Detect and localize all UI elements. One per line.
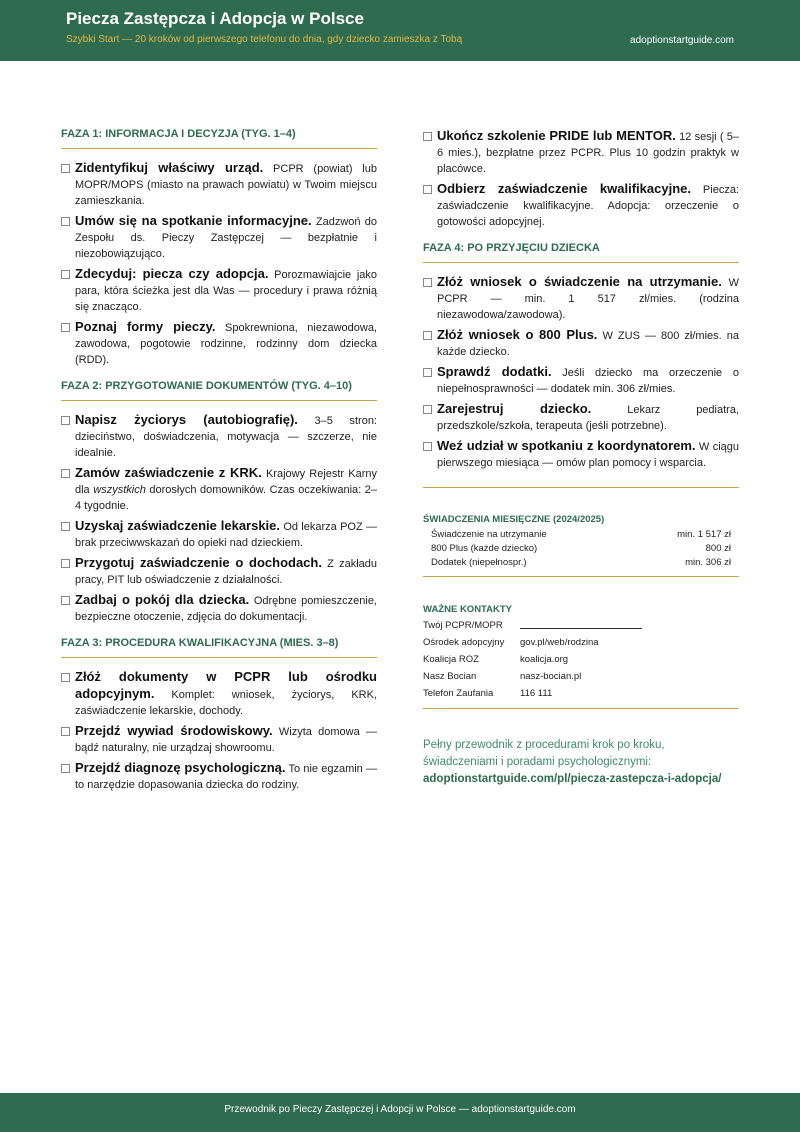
checklist-item[interactable]: Odbierz zaświadczenie kwalifikacyjne. Piecza: zaświadczenie kwalifikacyjne. Adopcja: orzeczenie o gotowości adopcyjnej. [423,181,739,230]
guide-link[interactable]: adoptionstartguide.com/pl/piecza-zastepcza-i-adopcja/ [423,773,722,785]
checklist-item[interactable]: Zdecyduj: piecza czy adopcja. Porozmawiajcie jako para, która ścieżka jest dla Was — procedury i prawa różnią się znacząco. [61,266,377,315]
checkbox[interactable] [61,522,70,531]
checkbox[interactable] [423,185,432,194]
benefit-row: Świadczenie na utrzymanie min. 1 517 zł [431,529,731,540]
checkbox[interactable] [423,442,432,451]
checklist-item[interactable]: Weź udział w spotkaniu z koordynatorem. W ciągu pierwszego miesiąca — omów plan pomocy i wsparcia. [423,438,739,471]
divider [423,576,739,577]
benefit-row: Dodatek (niepełnospr.) min. 306 zł [431,557,731,568]
checklist-item[interactable]: Umów się na spotkanie informacyjne. Zadzwoń do Zespołu ds. Pieczy Zastępczej — bezpłatnie i niezobowiązująco. [61,213,377,262]
checkbox[interactable] [61,323,70,332]
checklist-item[interactable]: Przygotuj zaświadczenie o dochodach. Z zakładu pracy, PIT lub oświadczenie z działalności. [61,555,377,588]
contact-row: Ośrodek adopcyjny gov.pl/web/rodzina [423,637,599,648]
checklist-item[interactable]: Sprawdź dodatki. Jeśli dziecko ma orzeczenie o niepełnosprawności — dodatek min. 306 zł/mies. [423,364,739,397]
checklist-item[interactable]: Ukończ szkolenie PRIDE lub MENTOR. 12 sesji ( 5–6 mies.), bezpłatne przez PCPR. Plus 10 godzin praktyk w placówce. [423,128,739,177]
contact-row: Koalicja ROZ koalicja.org [423,654,569,665]
contacts-heading: WAŻNE KONTAKTY [423,604,513,615]
checklist-item[interactable]: Zarejestruj dziecko. Lekarz pediatra, przedszkole/szkoła, terapeuta (jeśli potrzebne). [423,401,739,434]
checkbox[interactable] [423,132,432,141]
right-column [423,128,739,788]
checklist-item[interactable]: Złóż dokumenty w PCPR lub ośrodku adopcyjnym. Komplet: wniosek, życiorys, KRK, zaświadczenie lekarskie, dochody. [61,669,377,719]
checkbox[interactable] [61,416,70,425]
checkbox[interactable] [423,331,432,340]
checklist-item[interactable]: Napisz życiorys (autobiografię). 3–5 stron: dzieciństwo, doświadczenia, motywacja — szczerze, nie idealnie. [61,412,377,461]
phase-1-heading: FAZA 1: INFORMACJA I DECYZJA (TYG. 1–4) [61,128,377,149]
checklist-item[interactable]: Poznaj formy pieczy. Spokrewniona, niezawodowa, zawodowa, pogotowie rodzinne, rodzinny dom dziecka (RDD). [61,319,377,368]
divider [423,487,739,488]
checkbox[interactable] [61,217,70,226]
checkbox[interactable] [423,405,432,414]
checklist-item[interactable]: Zamów zaświadczenie z KRK. Krajowy Rejestr Karny dla wszystkich dorosłych domowników. Czas oczekiwania: 2–4 tygodnie. [61,465,377,514]
benefits-heading: ŚWIADCZENIA MIESIĘCZNE (2024/2025) [423,514,605,525]
checkbox[interactable] [423,368,432,377]
checkbox[interactable] [61,727,70,736]
checkbox[interactable] [61,559,70,568]
header-bar [0,0,800,61]
phase-2-heading: FAZA 2: PRZYGOTOWANIE DOKUMENTÓW (TYG. 4–10) [61,380,377,401]
checkbox[interactable] [61,673,70,682]
benefit-row: 800 Plus (każde dziecko) 800 zł [431,543,731,554]
checklist-item[interactable]: Zadbaj o pokój dla dziecka. Odrębne pomieszczenie, bezpieczne otoczenie, zdjęcia do dokumentacji. [61,592,377,625]
checklist-item[interactable]: Przejdź wywiad środowiskowy. Wizyta domowa — bądź naturalny, nie urządzaj showroomu. [61,723,377,756]
divider [423,708,739,709]
phase-4-heading: FAZA 4: PO PRZYJĘCIU DZIECKA [423,242,739,263]
checklist-item[interactable]: Przejdź diagnozę psychologiczną. To nie egzamin — to narzędzie dopasowania dziecka do rodziny. [61,760,377,793]
contact-row: Nasz Bocian nasz-bocian.pl [423,671,582,682]
guide-note: Pełny przewodnik z procedurami krok po kroku, świadczeniami i poradami psychologicznymi: adoptionstartguide.com/pl/piecza-zastepcza-i-adopcja/ [423,737,739,788]
checklist-item[interactable]: Zidentyfikuj właściwy urząd. PCPR (powiat) lub MOPR/MOPS (miasto na prawach powiatu) w Twoim miejscu zamieszkania. [61,160,377,209]
phase-3-heading: FAZA 3: PROCEDURA KWALIFIKACYJNA (MIES. 3–8) [61,637,377,658]
fill-in-line[interactable] [520,617,642,629]
header-site-link[interactable]: adoptionstartguide.com [630,35,734,46]
checkbox[interactable] [61,270,70,279]
checkbox[interactable] [61,469,70,478]
contact-row: Twój PCPR/MOPR [423,617,739,634]
checklist-item[interactable]: Uzyskaj zaświadczenie lekarskie. Od lekarza POZ — brak przeciwwskazań do opieki nad dzieckiem. [61,518,377,551]
footer-bar: Przewodnik po Pieczy Zastępczej i Adopcji w Polsce — adoptionstartguide.com [0,1093,800,1132]
contact-row: Telefon Zaufania 116 111 [423,688,553,699]
checklist-item[interactable]: Złóż wniosek o świadczenie na utrzymanie. W PCPR — min. 1 517 zł/mies. (rodzina niezawodowa/zawodowa). [423,274,739,323]
page-subtitle: Szybki Start — 20 kroków od pierwszego telefonu do dnia, gdy dziecko zamieszka z Tobą [66,34,463,45]
checkbox[interactable] [61,764,70,773]
checkbox[interactable] [61,596,70,605]
checkbox[interactable] [423,278,432,287]
left-column [61,128,377,797]
page-title: Piecza Zastępcza i Adopcja w Polsce [66,9,364,28]
checklist-item[interactable]: Złóż wniosek o 800 Plus. W ZUS — 800 zł/mies. na każde dziecko. [423,327,739,360]
checkbox[interactable] [61,164,70,173]
